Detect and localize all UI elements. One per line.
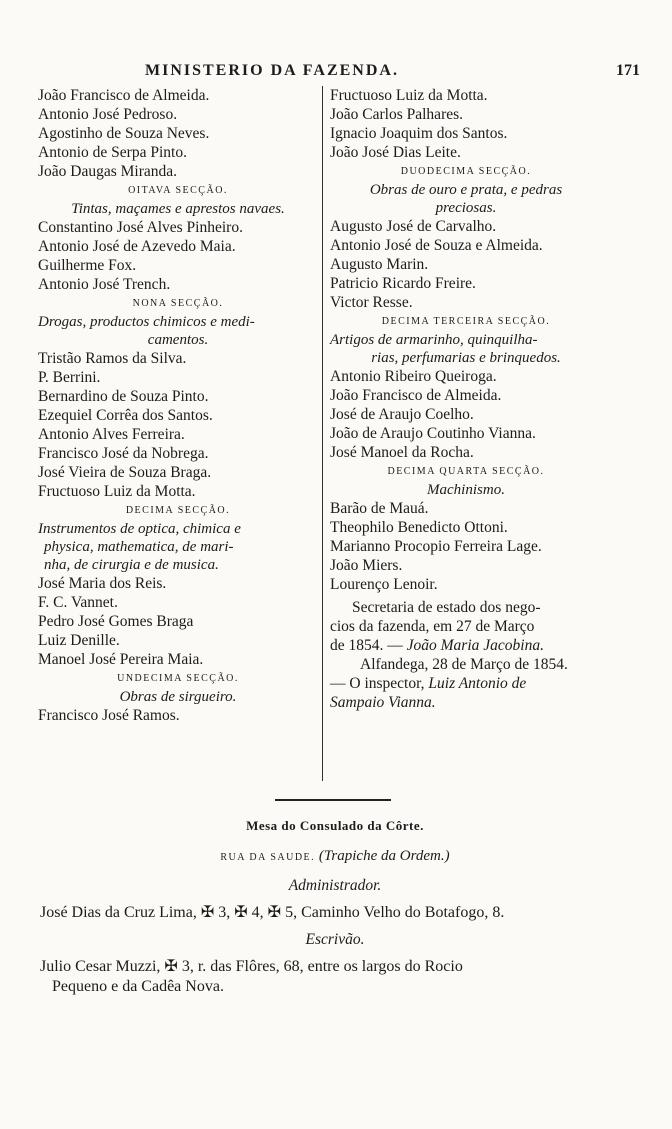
list-item: José de Araujo Coelho. bbox=[330, 406, 474, 423]
left-column bbox=[38, 86, 318, 725]
section-rule bbox=[275, 799, 391, 801]
list-item: Ignacio Joaquim dos Santos. bbox=[330, 125, 508, 142]
list-item: P. Berrini. bbox=[38, 369, 101, 386]
section-subtitle-oitava: Tintas, maçames e aprestos navaes. bbox=[71, 201, 285, 217]
inspector-name: Luiz Antonio de bbox=[428, 675, 527, 692]
list-item: Antonio Ribeiro Queiroga. bbox=[330, 368, 497, 385]
list-item: João José Dias Leite. bbox=[330, 144, 461, 161]
list-item: João Francisco de Almeida. bbox=[38, 87, 210, 104]
list-item: Barão de Mauá. bbox=[330, 500, 429, 517]
page-header-title: MINISTERIO DA FAZENDA. bbox=[145, 62, 399, 79]
closing-date-text: de 1854. — bbox=[330, 637, 407, 654]
section-heading-duodecima: DUODECIMA SECÇÃO. bbox=[400, 166, 532, 177]
list-item: João Francisco de Almeida. bbox=[330, 387, 502, 404]
section-heading-undecima: UNDECIMA SECÇÃO. bbox=[117, 673, 239, 684]
list-item: Bernardino de Souza Pinto. bbox=[38, 388, 209, 405]
list-item: Francisco José Ramos. bbox=[38, 707, 180, 724]
list-item: João Carlos Palhares. bbox=[330, 106, 464, 123]
list-item: Fructuoso Luiz da Motta. bbox=[330, 87, 488, 104]
closing-line: Secretaria de estado dos nego- bbox=[352, 599, 541, 616]
section-heading-decima: DECIMA SECÇÃO. bbox=[125, 505, 231, 516]
list-item: Guilherme Fox. bbox=[38, 257, 137, 274]
list-item: Manoel José Pereira Maia. bbox=[38, 651, 204, 668]
list-item: Antonio José de Azevedo Maia. bbox=[38, 238, 236, 255]
administrador-label: Administrador. bbox=[288, 877, 382, 894]
list-item: João Daugas Miranda. bbox=[38, 163, 178, 180]
escrivao-entry-cont: Pequeno e da Cadêa Nova. bbox=[52, 978, 224, 995]
closing-line bbox=[330, 674, 602, 693]
list-item: José Vieira de Souza Braga. bbox=[38, 464, 212, 481]
signatory-name: João Maria Jacobina. bbox=[406, 637, 544, 654]
list-item: Constantino José Alves Pinheiro. bbox=[38, 219, 243, 236]
section-heading-oitava: OITAVA SECÇÃO. bbox=[128, 185, 228, 196]
section-subtitle-decima-terceira: Artigos de armarinho, quinquilha- bbox=[330, 332, 538, 348]
closing-line bbox=[330, 636, 602, 655]
consulado-title: Mesa do Consulado da Côrte. bbox=[246, 818, 424, 833]
list-item: Antonio de Serpa Pinto. bbox=[38, 144, 187, 161]
street-label: RUA DA SAUDE. bbox=[220, 852, 316, 863]
section-subtitle-decima-quarta: Machinismo. bbox=[427, 482, 505, 498]
section-subtitle-undecima: Obras de sirgueiro. bbox=[119, 689, 237, 705]
column-divider bbox=[322, 86, 323, 781]
list-item: Tristão Ramos da Silva. bbox=[38, 350, 187, 367]
section-subtitle-nona-cont: camentos. bbox=[147, 332, 209, 348]
list-item: Francisco José da Nobrega. bbox=[38, 445, 209, 462]
list-item: José Manoel da Rocha. bbox=[330, 444, 474, 461]
list-item: Antonio José Pedroso. bbox=[38, 106, 178, 123]
section-subtitle-decima-cont: physica, mathematica, de mari- bbox=[44, 539, 234, 555]
section-heading-decima-terceira: DECIMA TERCEIRA SECÇÃO. bbox=[381, 316, 551, 327]
escrivao-entry: Julio Cesar Muzzi, ✠ 3, r. das Flôres, 68, entre os largos do Rocio bbox=[40, 958, 463, 975]
section-subtitle-decima-cont2: nha, de cirurgia e de musica. bbox=[44, 557, 219, 573]
right-column bbox=[330, 86, 602, 712]
list-item: Antonio José Trench. bbox=[38, 276, 171, 293]
list-item: Ezequiel Corrêa dos Santos. bbox=[38, 407, 213, 424]
page-number: 171 bbox=[616, 62, 640, 79]
list-item: Theophilo Benedicto Ottoni. bbox=[330, 519, 508, 536]
inspector-name-cont: Sampaio Vianna. bbox=[330, 694, 436, 711]
list-item: Augusto Marin. bbox=[330, 256, 429, 273]
escrivao-label: Escrivão. bbox=[305, 931, 365, 948]
section-heading-decima-quarta: DECIMA QUARTA SECÇÃO. bbox=[387, 466, 545, 477]
section-subtitle-decima-terceira-cont: rias, perfumarias e brinquedos. bbox=[371, 350, 561, 366]
list-item: F. C. Vannet. bbox=[38, 594, 118, 611]
list-item: José Maria dos Reis. bbox=[38, 575, 167, 592]
list-item: João Miers. bbox=[330, 557, 403, 574]
list-item: Victor Resse. bbox=[330, 294, 413, 311]
list-item: Marianno Procopio Ferreira Lage. bbox=[330, 538, 542, 555]
list-item: Agostinho de Souza Neves. bbox=[38, 125, 210, 142]
list-item: Fructuoso Luiz da Motta. bbox=[38, 483, 196, 500]
list-item: Antonio José de Souza e Almeida. bbox=[330, 237, 543, 254]
section-subtitle-nona: Drogas, productos chimicos e medi- bbox=[38, 314, 255, 330]
closing-line: Alfandega, 28 de Março de 1854. bbox=[360, 656, 568, 673]
street-detail: (Trapiche da Ordem.) bbox=[318, 848, 450, 864]
list-item: Pedro José Gomes Braga bbox=[38, 613, 194, 630]
list-item: João de Araujo Coutinho Vianna. bbox=[330, 425, 536, 442]
section-subtitle-duodecima-cont: preciosas. bbox=[435, 200, 497, 216]
administrador-entry: José Dias da Cruz Lima, ✠ 3, ✠ 4, ✠ 5, Caminho Velho do Botafogo, 8. bbox=[40, 904, 505, 921]
closing-line: cios da fazenda, em 27 de Março bbox=[330, 618, 535, 635]
section-heading-nona: NONA SECÇÃO. bbox=[132, 298, 224, 309]
list-item: Augusto José de Carvalho. bbox=[330, 218, 497, 235]
list-item: Patricio Ricardo Freire. bbox=[330, 275, 476, 292]
section-subtitle-decima: Instrumentos de optica, chimica e bbox=[38, 521, 241, 537]
consulado-block bbox=[40, 818, 630, 997]
closing-inspector-text: — O inspector, bbox=[330, 675, 429, 692]
list-item: Luiz Denille. bbox=[38, 632, 120, 649]
section-subtitle-duodecima: Obras de ouro e prata, e pedras bbox=[369, 182, 563, 198]
list-item: Lourenço Lenoir. bbox=[330, 576, 438, 593]
closing-paragraph bbox=[330, 598, 602, 617]
list-item: Antonio Alves Ferreira. bbox=[38, 426, 185, 443]
consulado-address bbox=[40, 848, 630, 865]
